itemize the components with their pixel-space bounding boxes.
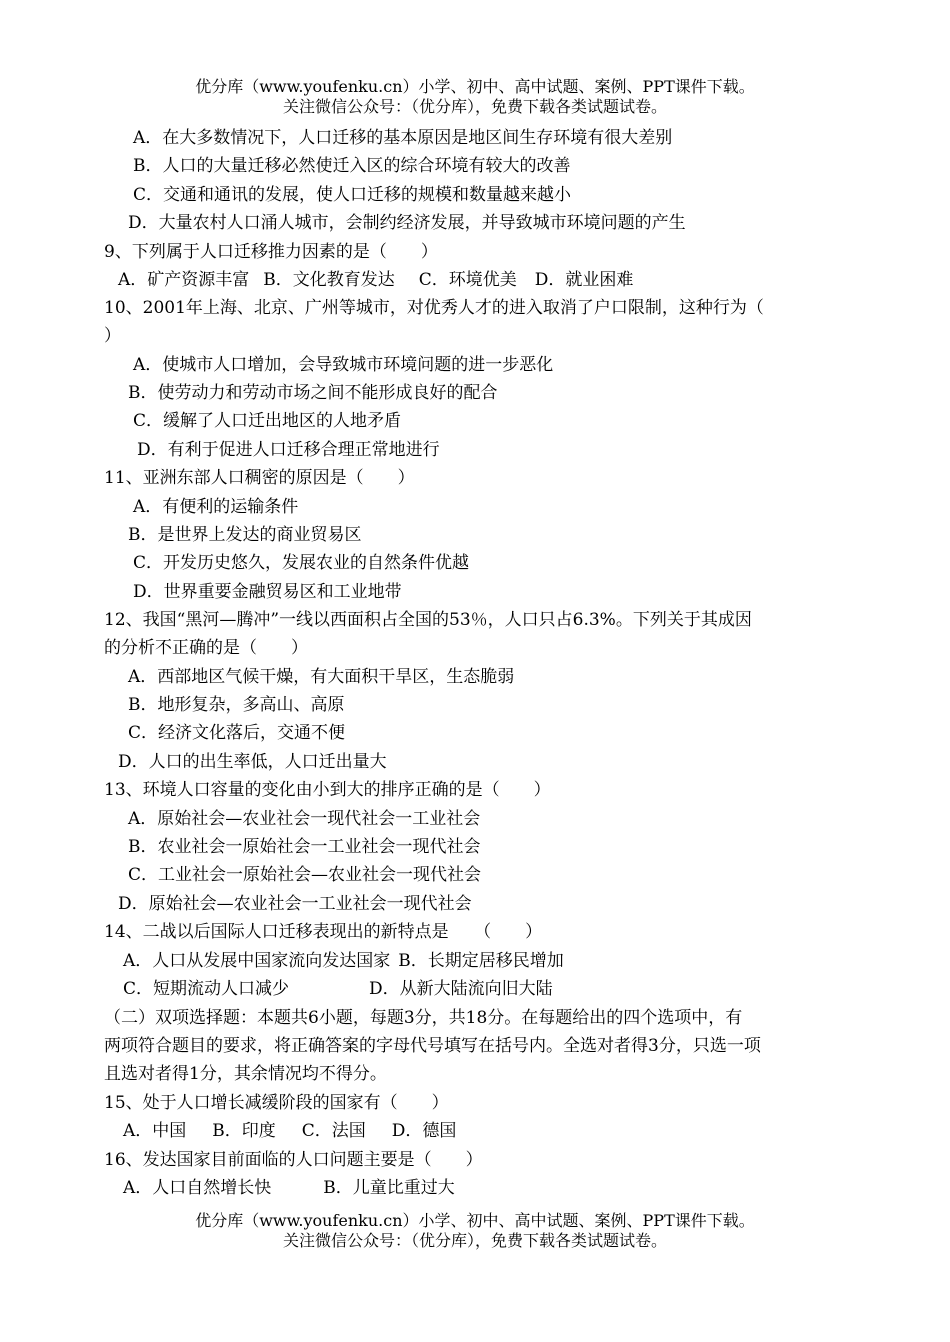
- header-line-2: 关注微信公众号：（优分库），免费下载各类试题试卷。: [282, 97, 667, 116]
- q13-option-d: D．原始社会—农业社会一工业社会一现代社会: [118, 894, 472, 914]
- q8-option-c: C．交通和通讯的发展，使人口迁移的规模和数量越来越小: [133, 185, 572, 205]
- q16-options: [123, 1177, 455, 1199]
- q14-options-row-2: [123, 978, 553, 1000]
- q13-option-a: A．原始社会—农业社会一现代社会一工业社会: [128, 809, 481, 829]
- q14-options-row-1: [123, 950, 564, 972]
- q15-option-d: D．德国: [391, 1121, 457, 1141]
- q16-stem: 16、发达国家目前面临的人口问题主要是（ ）: [104, 1150, 483, 1170]
- q12-option-c: C．经济文化落后，交通不便: [128, 723, 346, 743]
- q9-option-d: D．就业困难: [534, 270, 634, 290]
- q12-option-b: B．地形复杂，多高山、高原: [128, 695, 345, 715]
- q11-option-d: D．世界重要金融贸易区和工业地带: [133, 582, 402, 602]
- q8-option-d: D．大量农村人口涌人城市，会制约经济发展，并导致城市环境问题的产生: [128, 213, 686, 233]
- q15-options: [123, 1120, 456, 1142]
- q9-option-b: B．文化教育发达: [263, 270, 395, 290]
- q12-stem: 12、我国“黑河—腾冲”一线以西面积占全国的53％，人口只占6.3%。下列关于其成因: [104, 610, 752, 630]
- q15-option-b: B．印度: [212, 1121, 276, 1141]
- q15-option-a: A．中国: [123, 1121, 187, 1141]
- q16-option-a: A．人口自然增长快: [123, 1178, 272, 1198]
- q11-option-b: B．是世界上发达的商业贸易区: [128, 525, 362, 545]
- q9-option-c: C．环境优美: [418, 270, 517, 290]
- q15-stem: 15、处于人口增长减缓阶段的国家有（ ）: [104, 1093, 449, 1113]
- q9-stem: 9、下列属于人口迁移推力因素的是（ ）: [104, 242, 438, 262]
- q12-stem-cont: 的分析不正确的是（ ）: [104, 638, 308, 658]
- q10-option-c: C．缓解了人口迁出地区的人地矛盾: [133, 411, 402, 431]
- q10-option-d: D．有利于促进人口迁移合理正常地进行: [137, 440, 440, 460]
- footer-line-1: 优分库（www.youfenku.cn）小学、初中、高中试题、案例、PPT课件下载。: [195, 1211, 755, 1230]
- footer-line-2: 关注微信公众号：（优分库），免费下载各类试题试卷。: [282, 1231, 667, 1250]
- q10-option-a: A．使城市人口增加，会导致城市环境问题的进一步恶化: [133, 355, 554, 375]
- q14-option-a: A．人口从发展中国家流向发达国家: [123, 951, 391, 971]
- q13-stem: 13、环境人口容量的变化由小到大的排序正确的是（ ）: [104, 780, 551, 800]
- section2-line-3: 且选对者得1分，其余情况均不得分。: [104, 1064, 387, 1084]
- q12-option-d: D．人口的出生率低，人口迁出量大: [118, 752, 387, 772]
- q8-option-a: A．在大多数情况下，人口迁移的基本原因是地区间生存环境有很大差别: [133, 128, 673, 148]
- q10-stem-cont: ）: [104, 326, 121, 346]
- q14-option-b: B．长期定居移民增加: [398, 951, 564, 971]
- q9-options: [118, 269, 633, 291]
- q9-option-a: A．矿产资源丰富: [118, 270, 250, 290]
- q13-option-b: B．农业社会一原始社会一工业社会一现代社会: [128, 837, 481, 857]
- q14-option-d: D．从新大陆流向旧大陆: [369, 979, 553, 999]
- q15-option-c: C．法国: [301, 1121, 366, 1141]
- q14-stem: 14、二战以后国际人口迁移表现出的新特点是 （ ）: [104, 922, 543, 942]
- header-line-1: 优分库（www.youfenku.cn）小学、初中、高中试题、案例、PPT课件下载。: [195, 77, 755, 96]
- q10-stem: 10、2001年上海、北京、广州等城市，对优秀人才的进入取消了户口限制，这种行为（: [104, 298, 764, 318]
- q12-option-a: A．西部地区气候干燥，有大面积干旱区，生态脆弱: [128, 667, 515, 687]
- q11-stem: 11、亚洲东部人口稠密的原因是（ ）: [104, 468, 415, 488]
- section2-line-1: （二）双项选择题：本题共6小题，每题3分，共18分。在每题给出的四个选项中，有: [104, 1008, 743, 1028]
- q8-option-b: B．人口的大量迁移必然使迁入区的综合环境有较大的改善: [133, 156, 571, 176]
- q10-option-b: B．使劳动力和劳动市场之间不能形成良好的配合: [128, 383, 498, 403]
- q11-option-a: A．有便利的运输条件: [133, 497, 299, 517]
- q11-option-c: C．开发历史悠久，发展农业的自然条件优越: [133, 553, 470, 573]
- q16-option-b: B．儿童比重过大: [323, 1178, 455, 1198]
- q13-option-c: C．工业社会一原始社会—农业社会一现代社会: [128, 865, 482, 885]
- q14-option-c: C．短期流动人口减少: [123, 979, 290, 999]
- section2-line-2: 两项符合题目的要求，将正确答案的字母代号填写在括号内。全选对者得3分，只选一项: [104, 1036, 761, 1056]
